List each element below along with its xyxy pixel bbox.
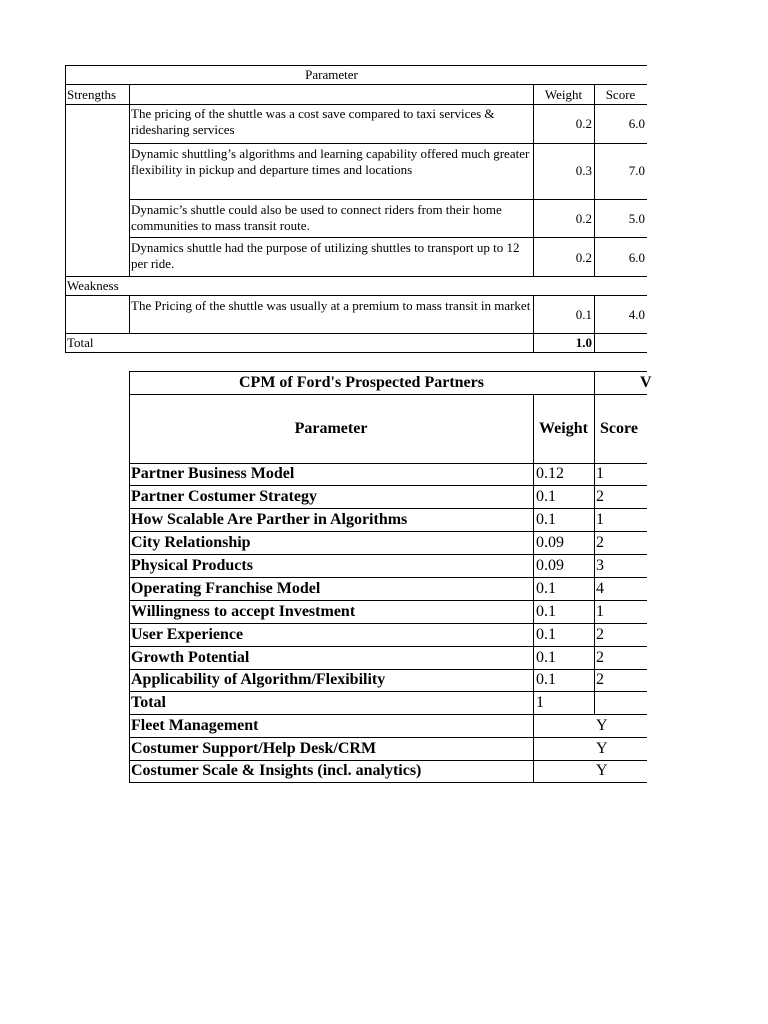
cpm-weight: 0.12 bbox=[536, 465, 564, 482]
weakness-text: The Pricing of the shuttle was usually at a premium to mass transit in market bbox=[131, 298, 531, 313]
cpm-score: 2 bbox=[596, 671, 604, 688]
cpm-score: 2 bbox=[596, 626, 604, 643]
cpm-title: CPM of Ford's Prospected Partners bbox=[239, 374, 484, 391]
strength-weight: 0.2 bbox=[575, 250, 592, 265]
swot-total-label: Total bbox=[67, 335, 94, 350]
strength-score: 6.0 bbox=[628, 250, 645, 265]
cpm-weight: 0.1 bbox=[536, 671, 556, 688]
cpm-param: How Scalable Are Parther in Algorithms bbox=[131, 511, 408, 528]
cpm-score: 2 bbox=[596, 534, 604, 551]
cpm-weight: 0.1 bbox=[536, 511, 556, 528]
strength-text: The pricing of the shuttle was a cost save compared to taxi services & ridesharing services bbox=[131, 106, 495, 137]
cpm-title-overflow: V bbox=[640, 374, 652, 391]
cpm-param: Physical Products bbox=[131, 557, 253, 574]
cpm-param: City Relationship bbox=[131, 534, 251, 551]
cpm-weight: 0.09 bbox=[536, 534, 564, 551]
cpm-param: Willingness to accept Investment bbox=[131, 603, 356, 620]
cpm-weight: 0.1 bbox=[536, 626, 556, 643]
cpm-feature-value: Y bbox=[596, 740, 608, 757]
cpm-param: Applicability of Algorithm/Flexibility bbox=[131, 671, 386, 688]
cpm-weight: 0.1 bbox=[536, 488, 556, 505]
strength-text: Dynamics shuttle had the purpose of utilizing shuttles to transport up to 12 per ride. bbox=[131, 240, 520, 271]
cpm-weight: 0.1 bbox=[536, 603, 556, 620]
strength-score: 7.0 bbox=[628, 163, 645, 178]
strength-score: 6.0 bbox=[628, 116, 645, 131]
swot-weight-header: Weight bbox=[544, 87, 583, 102]
strength-score: 5.0 bbox=[628, 211, 645, 226]
cpm-score-header: Score bbox=[600, 420, 638, 437]
cpm-score: 1 bbox=[596, 603, 604, 620]
strength-weight: 0.2 bbox=[575, 211, 592, 226]
cpm-weight: 0.09 bbox=[536, 557, 564, 574]
cpm-feature: Costumer Scale & Insights (incl. analytics) bbox=[131, 762, 422, 779]
weakness-label: Weakness bbox=[67, 278, 119, 293]
cpm-score: 3 bbox=[596, 557, 604, 574]
cpm-feature: Costumer Support/Help Desk/CRM bbox=[131, 740, 377, 757]
cpm-score: 1 bbox=[596, 465, 604, 482]
cpm-total-label: Total bbox=[131, 694, 166, 711]
strength-text: Dynamic’s shuttle could also be used to connect riders from their home communities to mass transit route. bbox=[131, 202, 502, 233]
cpm-feature-value: Y bbox=[596, 762, 608, 779]
cpm-feature: Fleet Management bbox=[131, 717, 259, 734]
strength-weight: 0.2 bbox=[575, 116, 592, 131]
swot-score-header: Score bbox=[605, 87, 636, 102]
cpm-weight: 0.1 bbox=[536, 649, 556, 666]
cpm-param: Growth Potential bbox=[131, 649, 250, 666]
cpm-score: 4 bbox=[596, 580, 604, 597]
cpm-param: User Experience bbox=[131, 626, 244, 643]
weakness-weight: 0.1 bbox=[575, 307, 592, 322]
cpm-param: Operating Franchise Model bbox=[131, 580, 321, 597]
cpm-score: 2 bbox=[596, 488, 604, 505]
weakness-score: 4.0 bbox=[628, 307, 645, 322]
cpm-score: 1 bbox=[596, 511, 604, 528]
cpm-weight-header: Weight bbox=[539, 420, 588, 437]
cpm-weight: 0.1 bbox=[536, 580, 556, 597]
cpm-feature-value: Y bbox=[596, 717, 608, 734]
cpm-parameter-header: Parameter bbox=[294, 420, 368, 437]
swot-total-weight: 1.0 bbox=[575, 335, 592, 350]
strength-text: Dynamic shuttling’s algorithms and learning capability offered much greater flexibility in pickup and departure times and locations bbox=[131, 146, 530, 177]
cpm-param: Partner Costumer Strategy bbox=[131, 488, 318, 505]
swot-header-parameter: Parameter bbox=[305, 67, 358, 82]
cpm-param: Partner Business Model bbox=[131, 465, 295, 482]
strength-weight: 0.3 bbox=[575, 163, 592, 178]
strengths-label: Strengths bbox=[67, 87, 117, 102]
cpm-score: 2 bbox=[596, 649, 604, 666]
cpm-total-weight: 1 bbox=[536, 694, 544, 711]
